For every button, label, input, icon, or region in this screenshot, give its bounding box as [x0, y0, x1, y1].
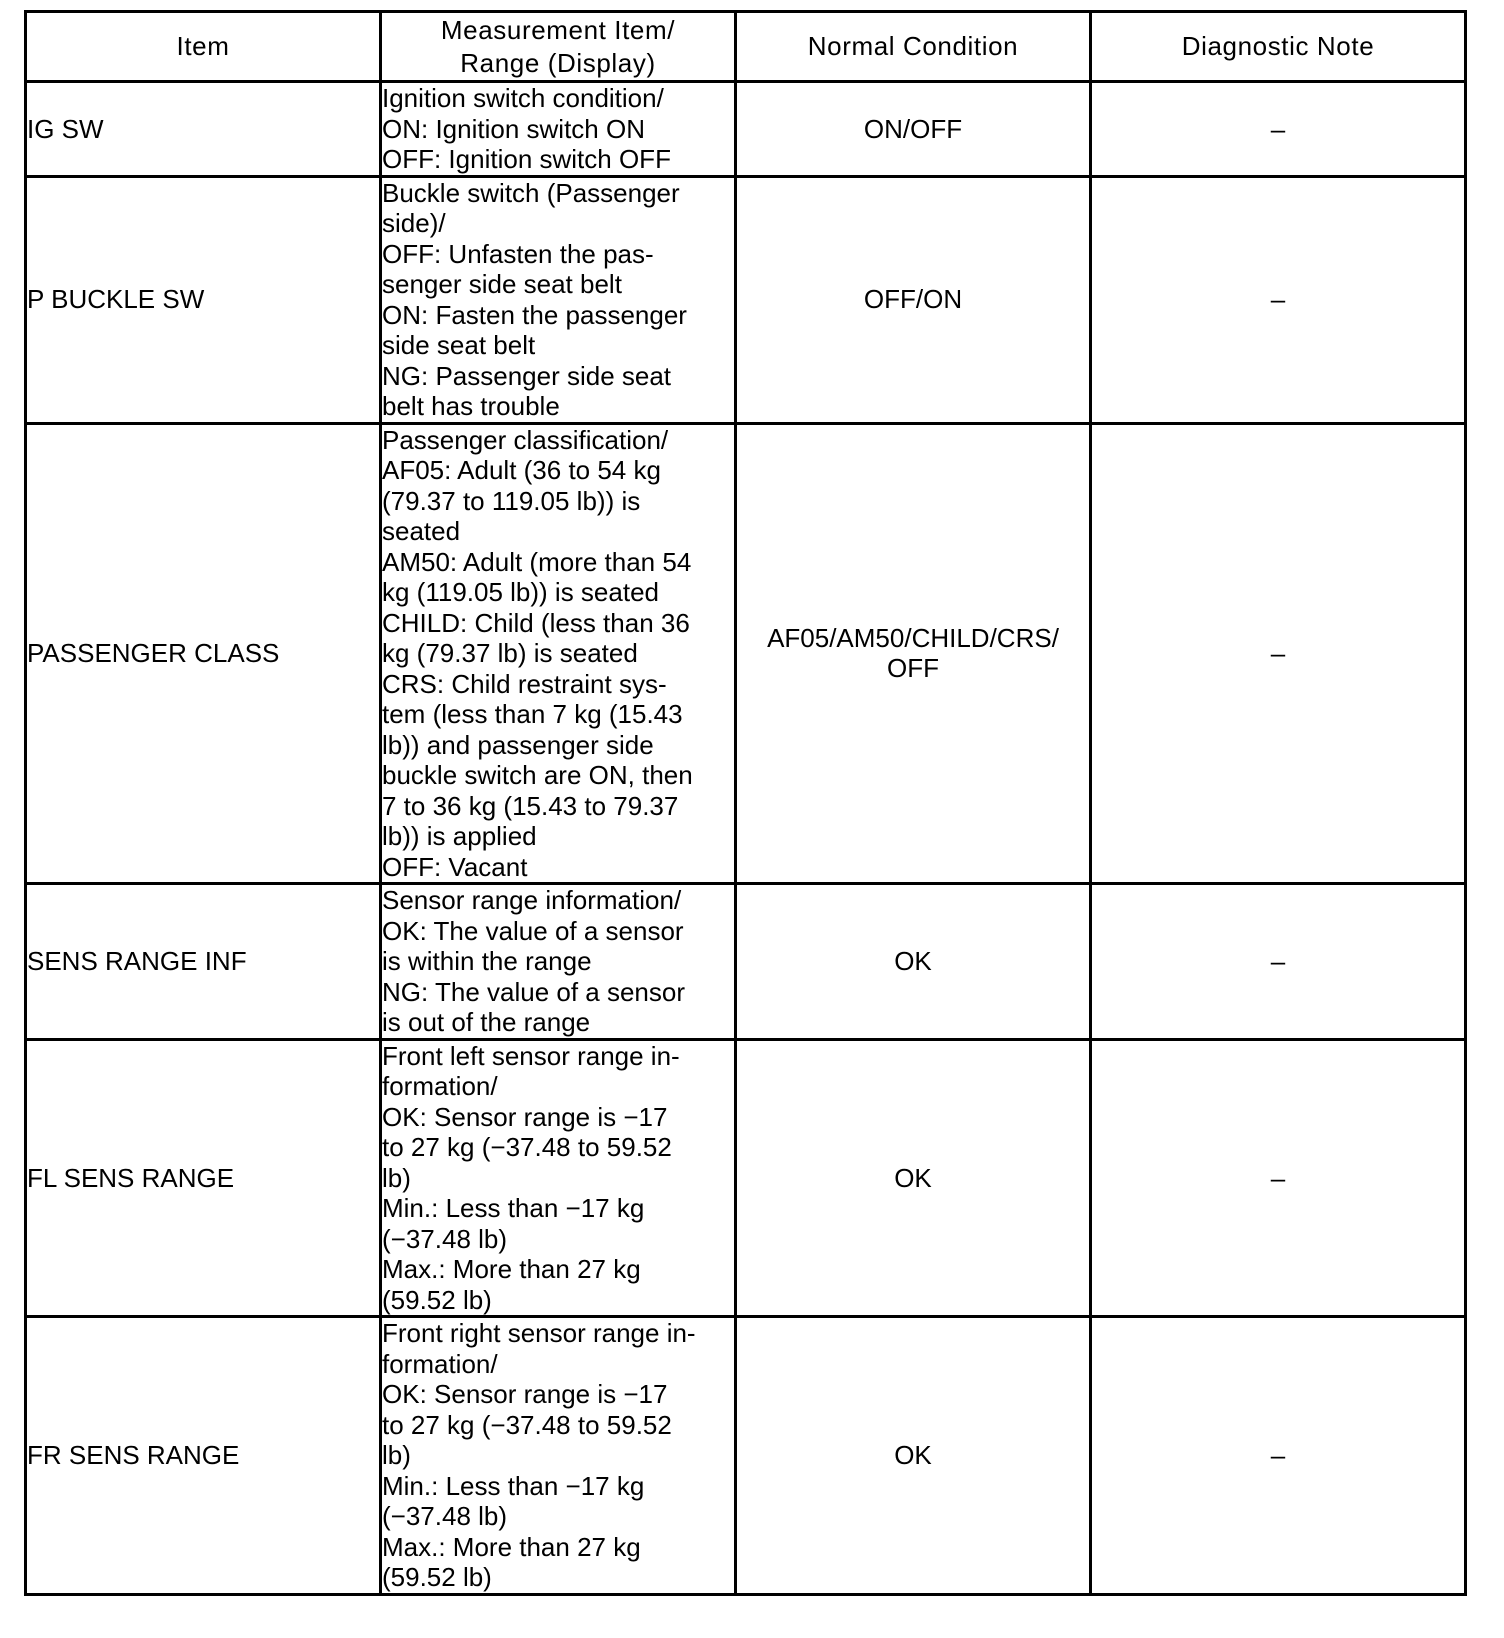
header-normal-condition: Normal Condition	[736, 12, 1091, 82]
measurement-line: formation/	[382, 1071, 498, 1101]
normal-condition-line: OFF	[887, 653, 939, 684]
measurement-line: CHILD: Child (less than 36	[382, 607, 690, 638]
normal-condition-line: ON/OFF	[863, 113, 963, 144]
measurement-line: kg (79.37 lb) is seated	[382, 638, 638, 668]
normal-condition-cell	[736, 82, 1091, 177]
table-row	[26, 1039, 1466, 1317]
diagnostic-note-cell: –	[1091, 884, 1466, 1040]
measurement-line: CRS: Child restraint sys-	[382, 668, 667, 699]
data-monitor-table	[24, 10, 1467, 1596]
normal-condition-cell	[736, 423, 1091, 884]
normal-condition-line: OK	[894, 1440, 932, 1470]
normal-condition-cell	[736, 1039, 1091, 1317]
header-measurement	[381, 12, 736, 82]
measurement-line: OFF: Unfasten the pas-	[382, 238, 654, 269]
measurement-line: NG: Passenger side seat	[382, 360, 672, 391]
measurement-line: Buckle switch (Passenger	[382, 177, 680, 208]
measurement-line: OK: Sensor range is −17	[382, 1379, 668, 1409]
diagnostic-note-cell: –	[1091, 423, 1466, 884]
table-row	[26, 1317, 1466, 1595]
measurement-cell	[381, 176, 736, 423]
measurement-line: OFF: Ignition switch OFF	[382, 144, 671, 174]
measurement-line: side)/	[382, 208, 446, 238]
measurement-line: OK: The value of a sensor	[382, 915, 684, 946]
measurement-cell	[381, 884, 736, 1040]
diagnostic-note-cell: –	[1091, 82, 1466, 177]
header-measurement-line: Measurement Item/	[440, 14, 676, 45]
measurement-line: Ignition switch condition/	[382, 83, 664, 113]
measurement-line: Max.: More than 27 kg	[382, 1531, 641, 1562]
measurement-cell	[381, 82, 736, 177]
header-item: Item	[26, 12, 381, 82]
measurement-line: is out of the range	[382, 1007, 591, 1037]
measurement-line: seated	[382, 516, 461, 546]
table-row	[26, 423, 1466, 884]
measurement-line: to 27 kg (−37.48 to 59.52	[382, 1409, 672, 1440]
table-row	[26, 82, 1466, 177]
measurement-line: senger side seat belt	[382, 269, 622, 299]
normal-condition-cell	[736, 884, 1091, 1040]
measurement-line: (−37.48 lb)	[382, 1223, 508, 1254]
measurement-line: Min.: Less than −17 kg	[382, 1193, 645, 1223]
measurement-line: Front left sensor range in-	[382, 1040, 680, 1071]
measurement-line: is within the range	[382, 946, 592, 976]
measurement-line: (79.37 to 119.05 lb)) is	[382, 485, 641, 516]
measurement-line: (−37.48 lb)	[382, 1501, 508, 1531]
measurement-line: lb)) and passenger side	[382, 729, 654, 760]
normal-condition-line: OK	[894, 1162, 932, 1193]
measurement-line: (59.52 lb)	[382, 1284, 492, 1315]
item-cell: P BUCKLE SW	[26, 176, 381, 423]
measurement-line: ON: Fasten the passenger	[382, 299, 687, 330]
normal-condition-line: OFF/ON	[863, 284, 963, 315]
diagnostic-note-cell: –	[1091, 176, 1466, 423]
table-row	[26, 176, 1466, 423]
measurement-line: belt has trouble	[382, 391, 560, 421]
header-diagnostic-note: Diagnostic Note	[1091, 12, 1466, 82]
measurement-line: 7 to 36 kg (15.43 to 79.37	[382, 790, 679, 821]
diagnostic-note-cell: –	[1091, 1317, 1466, 1595]
measurement-line: OK: Sensor range is −17	[382, 1101, 668, 1132]
measurement-line: Sensor range information/	[382, 885, 682, 915]
measurement-cell	[381, 1039, 736, 1317]
measurement-line: buckle switch are ON, then	[382, 760, 693, 790]
table-body	[26, 82, 1466, 1595]
measurement-line: side seat belt	[382, 330, 536, 360]
measurement-line: formation/	[382, 1348, 498, 1379]
measurement-line: (59.52 lb)	[382, 1562, 492, 1592]
item-cell: PASSENGER CLASS	[26, 423, 381, 884]
item-cell: IG SW	[26, 82, 381, 177]
measurement-line: ON: Ignition switch ON	[382, 113, 645, 144]
measurement-line: tem (less than 7 kg (15.43	[382, 699, 683, 729]
measurement-line: kg (119.05 lb)) is seated	[382, 577, 659, 607]
measurement-line: AM50: Adult (more than 54	[382, 546, 692, 577]
table-row	[26, 884, 1466, 1040]
measurement-line: Max.: More than 27 kg	[382, 1254, 641, 1284]
header-measurement-line: Range (Display)	[460, 47, 656, 78]
measurement-line: lb)) is applied	[382, 821, 537, 851]
item-cell: FL SENS RANGE	[26, 1039, 381, 1317]
normal-condition-cell	[736, 1317, 1091, 1595]
measurement-line: Min.: Less than −17 kg	[382, 1470, 645, 1501]
normal-condition-line: OK	[894, 946, 932, 976]
measurement-line: to 27 kg (−37.48 to 59.52	[382, 1132, 672, 1162]
normal-condition-line: AF05/AM50/CHILD/CRS/	[767, 622, 1059, 653]
measurement-line: OFF: Vacant	[382, 851, 528, 882]
measurement-cell	[381, 423, 736, 884]
table-header-row	[26, 12, 1466, 82]
measurement-line: AF05: Adult (36 to 54 kg	[382, 455, 661, 485]
measurement-line: Passenger classification/	[382, 424, 669, 455]
measurement-line: NG: The value of a sensor	[382, 976, 686, 1007]
measurement-line: lb)	[382, 1162, 411, 1193]
measurement-line: lb)	[382, 1440, 411, 1470]
item-cell: SENS RANGE INF	[26, 884, 381, 1040]
measurement-cell	[381, 1317, 736, 1595]
diagnostic-note-cell: –	[1091, 1039, 1466, 1317]
normal-condition-cell	[736, 176, 1091, 423]
measurement-line: Front right sensor range in-	[382, 1318, 696, 1348]
item-cell: FR SENS RANGE	[26, 1317, 381, 1595]
